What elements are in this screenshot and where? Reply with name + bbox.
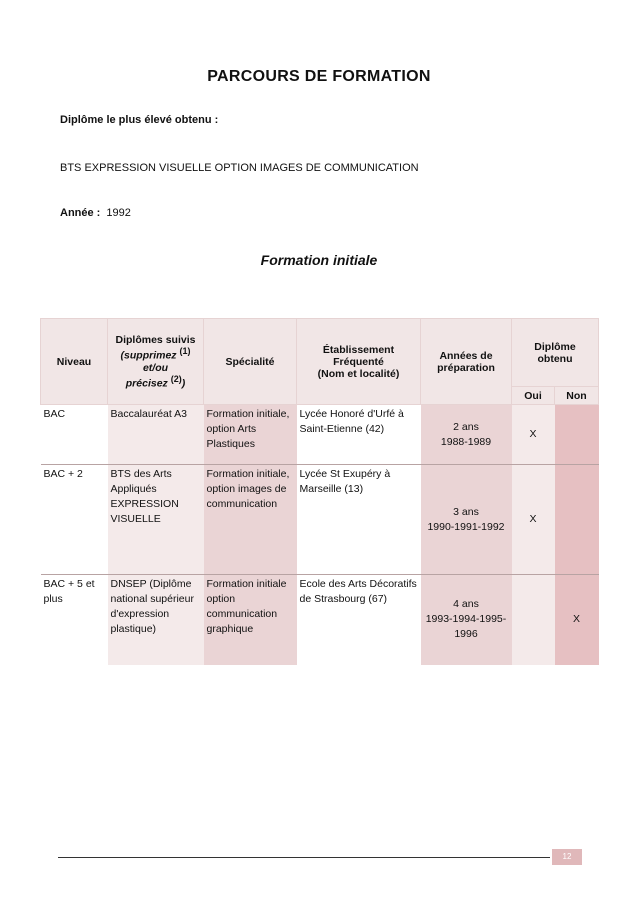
header-etablissement [297, 319, 421, 405]
header-diplomes-title: Diplômes suivis [115, 334, 196, 346]
cell-specialite: Formation initiale, option Arts Plastiques [204, 405, 297, 465]
cell-oui: X [512, 465, 555, 575]
formation-table [40, 318, 599, 665]
header-diplomes-line3: précisez [125, 377, 168, 389]
cell-oui: X [512, 405, 555, 465]
cell-etablissement: Ecole des Arts Décoratifs de Strasbourg (67) [297, 575, 421, 665]
cell-oui [512, 575, 555, 665]
annee-label: Année : [60, 207, 101, 219]
page-number: 12 [552, 849, 582, 865]
cell-annees [421, 575, 512, 665]
cell-niveau: BAC + 2 [41, 465, 108, 575]
header-annees-line1: Années de [439, 349, 493, 362]
cell-non: X [555, 575, 599, 665]
cell-non [555, 405, 599, 465]
header-etab-line3: (Nom et localité) [317, 367, 400, 380]
header-obtenu-line1: Diplôme [534, 340, 576, 353]
cell-annees [421, 465, 512, 575]
page-title: PARCOURS DE FORMATION [207, 68, 431, 85]
diplome-label: Diplôme le plus élevé obtenu : [60, 114, 219, 126]
table-row [41, 465, 599, 575]
diplome-value: BTS EXPRESSION VISUELLE OPTION IMAGES DE COMMUNICATION [60, 162, 419, 174]
cell-non [555, 465, 599, 575]
table-row [41, 405, 599, 465]
section-title: Formation initiale [260, 252, 378, 268]
header-etab-line2: Fréquenté [333, 355, 384, 368]
annees-count: 4 ans [453, 598, 479, 611]
header-obtenu-line2: obtenu [537, 352, 573, 365]
header-annees [421, 319, 512, 405]
header-diplomes-close: ) [181, 377, 186, 389]
cell-niveau: BAC [41, 405, 108, 465]
annee-value: 1992 [106, 207, 131, 219]
header-diplomes-line1: (supprimez [120, 349, 177, 362]
header-diplomes-suivis [108, 319, 204, 405]
cell-annees [421, 405, 512, 465]
annees-range: 1990-1991-1992 [427, 520, 505, 533]
header-diplome-obtenu [512, 319, 599, 387]
cell-diplome: DNSEP (Diplôme national supérieur d'expression plastique) [108, 575, 204, 665]
cell-diplome: BTS des Arts Appliqués EXPRESSION VISUELLE [108, 465, 204, 575]
cell-specialite: Formation initiale option communication graphique [204, 575, 297, 665]
header-niveau: Niveau [41, 319, 108, 405]
annees-count: 2 ans [453, 420, 479, 433]
annee-line [60, 207, 131, 219]
cell-niveau: BAC + 5 et plus [41, 575, 108, 665]
header-annees-line2: préparation [437, 361, 495, 374]
header-diplomes-sup2: (2) [170, 373, 182, 384]
table-row [41, 575, 599, 665]
cell-etablissement: Lycée Honoré d'Urfé à Saint-Etienne (42) [297, 405, 421, 465]
cell-etablissement: Lycée St Exupéry à Marseille (13) [297, 465, 421, 575]
annees-count: 3 ans [453, 505, 479, 518]
cell-diplome: Baccalauréat A3 [108, 405, 204, 465]
annees-range: 1993-1994-1995-1996 [425, 613, 507, 641]
header-oui: Oui [512, 387, 555, 405]
cell-specialite: Formation initiale, option images de communication [204, 465, 297, 575]
footer-divider [58, 857, 550, 858]
header-non: Non [555, 387, 599, 405]
header-diplomes-line2: et/ou [142, 361, 169, 374]
annees-range: 1988-1989 [440, 435, 492, 448]
header-diplomes-sup1: (1) [179, 346, 191, 356]
header-etab-line1: Établissement [322, 343, 395, 356]
header-specialite: Spécialité [204, 319, 297, 405]
